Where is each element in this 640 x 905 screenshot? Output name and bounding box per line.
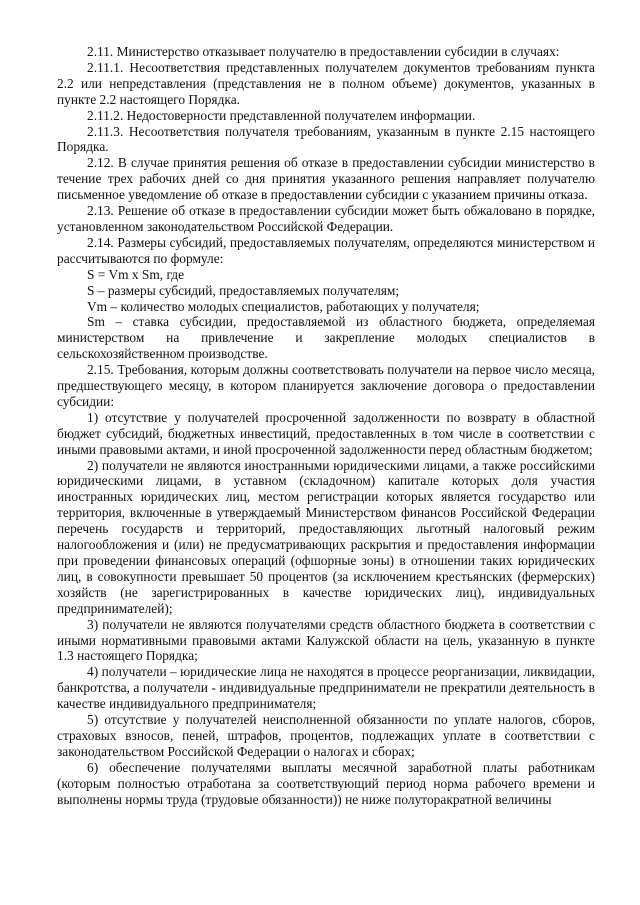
formula-definition-vm: Vm – количество молодых специалистов, работающих у получателя;: [87, 298, 480, 314]
paragraph-2-15: 2.15. Требования, которым должны соответствовать получатели на первое число месяца, предшествующего месяцу, в котором планируется заключение договора о предоставлении субсидии:: [57, 362, 595, 409]
paragraph-2-13: 2.13. Решение об отказе в предоставлении субсидии может быть обжаловано в порядке, установленном законодательством Российской Федерации.: [57, 203, 595, 234]
requirement-1: 1) отсутствие у получателей просроченной задолженности по возврату в областной бюджет субсидий, бюджетных инвестиций, предоставленных в том числе в соответствии с иными правовыми актами, и иной просроченной задолженности перед областным бюджетом;: [57, 409, 595, 457]
formula-definition-sm: Sm – ставка субсидии, предоставляемой из областного бюджета, определяемая министерством на привлечение и закрепление молодых специалистов в сельскохозяйственном производстве.: [57, 314, 595, 362]
paragraph-2-14: 2.14. Размеры субсидий, предоставляемых получателям, определяются министерством и рассчитываются по формуле:: [57, 234, 595, 266]
document-page: [57, 44, 595, 808]
paragraph-2-11-3: 2.11.3. Несоответствия получателя требованиям, указанным в пункте 2.15 настоящего Порядка.: [57, 123, 595, 155]
formula-line: S = Vm x Sm, где: [87, 266, 185, 282]
paragraph-2-12: 2.12. В случае принятия решения об отказе в предоставлении субсидии министерство в течение трех рабочих дней со дня принятия указанного решения направляет получателю письменное уведомление об отказе в предоставлении субсидии с указанием причины отказа.: [57, 155, 595, 203]
paragraph-2-11: 2.11. Министерство отказывает получателю в предоставлении субсидии в случаях:: [87, 44, 560, 59]
paragraph-2-11-1: 2.11.1. Несоответствия представленных получателем документов требованиям пункта 2.2 или непредставления (представления не в полном объеме) документов, указанных в пункте 2.2 настоящего Порядка.: [57, 59, 595, 107]
formula-definition-s: S – размеры субсидий, предоставляемых получателям;: [87, 282, 400, 298]
requirement-4: 4) получатели – юридические лица не находятся в процессе реорганизации, ликвидации, банкротства, а получатели - индивидуальные предприниматели не прекратили деятельность в качестве индивидуального предпринимателя;: [57, 664, 595, 712]
requirement-2: 2) получатели не являются иностранными юридическими лицами, а также российскими юридическими лицами, в уставном (складочном) капитале которых доля участия иностранных юридических лиц, местом регистрации которых является государство или территория, включенные в утверждаемый Министерством финансов Российской Федерации перечень государств и территорий, предоставляющих льготный налоговый режим налогообложения и (или) не предусматривающих раскрытия и предоставления информации при проведении финансовых операций (офшорные зоны) в отношении таких юридических лиц, в совокупности превышает 50 процентов (за исключением крестьянских (фермерских) хозяйств (не зарегистрированных в качестве юридических лиц), индивидуальных предпринимателей);: [57, 457, 595, 616]
requirement-6: 6) обеспечение получателями выплаты месячной заработной платы работникам (которым полностью отработана за соответствующий период норма рабочего времени и выполнены нормы труда (трудовые обязанности)) не ниже полуторакратной величины: [57, 759, 595, 807]
paragraph-2-11-2: 2.11.2. Недостоверности представленной получателем информации.: [87, 107, 476, 123]
requirement-5: 5) отсутствие у получателей неисполненной обязанности по уплате налогов, сборов, страховых взносов, пеней, штрафов, процентов, подлежащих уплате в соответствии с законодательством Российской Федерации о налогах и сборах;: [57, 712, 595, 759]
requirement-3: 3) получатели не являются получателями средств областного бюджета в соответствии с иными нормативными правовыми актами Калужской области на цель, указанную в пункте 1.3 настоящего Порядка;: [57, 616, 595, 664]
